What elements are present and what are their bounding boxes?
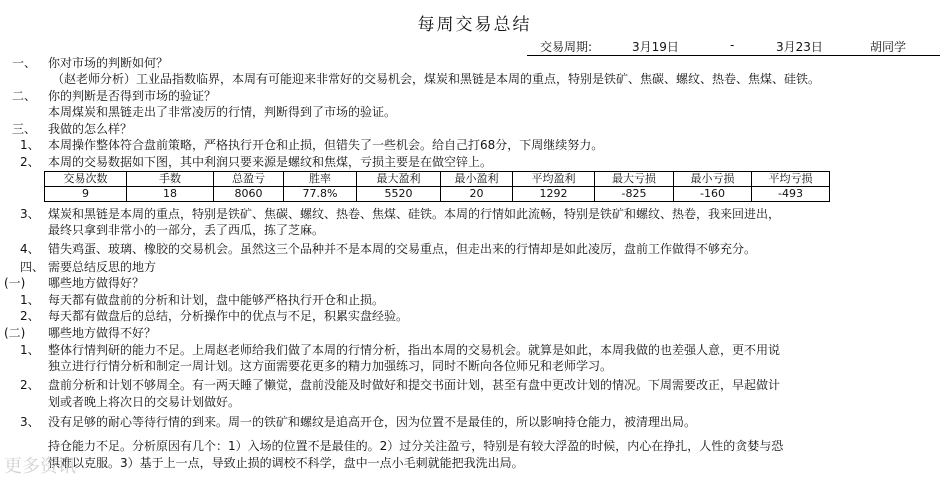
- value-avg-profit: 1292: [513, 187, 595, 202]
- section-2-number: 二、: [12, 89, 37, 103]
- value-win-rate: 77.8%: [284, 187, 357, 202]
- bad-item-2-number: 2、: [20, 378, 40, 392]
- bad-subsection-number: (二): [4, 326, 26, 340]
- header-avg-profit: 平均盈利: [513, 172, 595, 187]
- value-lots: 18: [127, 187, 214, 202]
- period-start: 3月19日: [632, 40, 679, 54]
- section-1-question: 你对市场的判断如何？: [48, 56, 169, 70]
- s3-item-1-number: 1、: [20, 138, 40, 152]
- bad-item-4-text: 持仓能力不足。分析原因有几个：1）入场的位置不是最佳的。2）过分关注盈亏，特别是有较大浮盈的时候，内心在挣扎，人性的贪婪与恐: [48, 439, 784, 453]
- bad-subsection-question: 哪些地方做得不好？: [48, 326, 157, 340]
- good-subsection-question: 哪些地方做得好？: [48, 276, 145, 290]
- section-3-question: 我做的怎么样？: [48, 122, 133, 136]
- table-row: [45, 187, 830, 202]
- section-2-question: 你的判断是否得到市场的验证？: [48, 89, 217, 103]
- value-total-pnl: 8060: [214, 187, 284, 202]
- table-header-row: [45, 172, 830, 187]
- section-2-answer: 本周煤炭和黑链走出了非常凌厉的行情，判断得到了市场的验证。: [48, 105, 397, 119]
- header-max-loss: 最大亏损: [595, 172, 674, 187]
- period-underline: [527, 55, 940, 56]
- s3-item-3-text-cont: 最终只拿到非常小的一部分，丢了西瓜，拣了芝麻。: [48, 223, 325, 237]
- value-max-loss: -825: [595, 187, 674, 202]
- section-4-number: 四、: [20, 260, 45, 274]
- s3-item-1-text: 本周操作整体符合盘前策略，严格执行开仓和止损，但错失了一些机会。给自己打68分，下周继续努力。: [48, 138, 604, 152]
- good-item-2-text: 每天都有做盘后的总结，分析操作中的优点与不足，积累实盘经验。: [48, 309, 409, 323]
- section-1-number: 一、: [12, 56, 37, 70]
- header-max-profit: 最大盈利: [357, 172, 441, 187]
- s3-item-3-number: 3、: [20, 207, 40, 221]
- bad-item-2-text: 盘前分析和计划不够周全。有一两天睡了懒觉，盘前没能及时做好和提交书面计划，甚至有盘中更改计划的情况。下周需要改正，早起做计: [48, 378, 781, 392]
- header-lots: 手数: [127, 172, 214, 187]
- bad-item-1-text: 整体行情判研的能力不足。上周赵老师给我们做了本周的行情分析，指出本周的交易机会。就算是如此，本周我做的也差强人意，更不用说: [48, 343, 781, 357]
- value-avg-loss: -493: [752, 187, 830, 202]
- period-label: 交易周期:: [540, 40, 593, 54]
- s3-item-2-text: 本周的交易数据如下图，其中利润只要来源是螺纹和焦煤，亏损主要是在做空锌上。: [48, 155, 493, 169]
- value-min-profit: 20: [441, 187, 513, 202]
- section-1-answer: （赵老师分析）工业品指数临界，本周有可能迎来非常好的交易机会，煤炭和黑链是本周的重点，特别是铁矿、焦碳、螺纹、热卷、焦煤、硅铁。: [52, 72, 821, 86]
- value-min-loss: -160: [674, 187, 752, 202]
- watermark: 更多资讯: [4, 456, 76, 477]
- bad-item-3-number: 3、: [20, 415, 40, 429]
- s3-item-4-number: 4、: [20, 242, 40, 256]
- bad-item-1-text-cont: 独立进行行情分析和制定一周计划。这方面需要花更多的精力加强练习，同时不断向各位师兄和老师学习。: [48, 359, 613, 373]
- bad-item-3-text: 没有足够的耐心等待行情的到来。周一的铁矿和螺纹是追高开仓，因为位置不是最佳的，所以影响持仓能力，被清理出局。: [48, 415, 697, 429]
- good-item-1-number: 1、: [20, 293, 40, 307]
- value-trade-count: 9: [45, 187, 127, 202]
- header-total-pnl: 总盈亏: [214, 172, 284, 187]
- bad-item-1-number: 1、: [20, 343, 40, 357]
- header-min-profit: 最小盈利: [441, 172, 513, 187]
- s3-item-4-text: 错失鸡蛋、玻璃、橡胶的交易机会。虽然这三个品种并不是本周的交易重点，但走出来的行情却是如此凌厉，盘前工作做得不够充分。: [48, 242, 757, 256]
- trade-stats-table: [44, 171, 830, 202]
- period-end: 3月23日: [776, 40, 823, 54]
- section-4-question: 需要总结反思的地方: [48, 260, 157, 274]
- header-trade-count: 交易次数: [45, 172, 127, 187]
- good-item-1-text: 每天都有做盘前的分析和计划，盘中能够严格执行开仓和止损。: [48, 293, 385, 307]
- header-win-rate: 胜率: [284, 172, 357, 187]
- s3-item-2-number: 2、: [20, 155, 40, 169]
- bad-item-4-text-cont: 惧难以克服。3）基于上一点，导致止损的调校不科学，盘中一点小毛刺就能把我洗出局。: [48, 456, 524, 470]
- period-dash: -: [730, 38, 735, 52]
- header-min-loss: 最小亏损: [674, 172, 752, 187]
- trader-name: 胡同学: [870, 40, 907, 54]
- page-title: 每周交易总结: [417, 15, 532, 35]
- s3-item-3-text: 煤炭和黑链是本周的重点，特别是铁矿、焦碳、螺纹、热卷、焦煤、硅铁。本周的行情如此流畅，特别是铁矿和螺纹、热卷，我来回进出，: [48, 207, 781, 221]
- value-max-profit: 5520: [357, 187, 441, 202]
- header-avg-loss: 平均亏损: [752, 172, 830, 187]
- good-subsection-number: (一): [4, 276, 26, 290]
- good-item-2-number: 2、: [20, 309, 40, 323]
- section-3-number: 三、: [12, 122, 37, 136]
- bad-item-2-text-cont: 划或者晚上将次日的交易计划做好。: [48, 395, 241, 409]
